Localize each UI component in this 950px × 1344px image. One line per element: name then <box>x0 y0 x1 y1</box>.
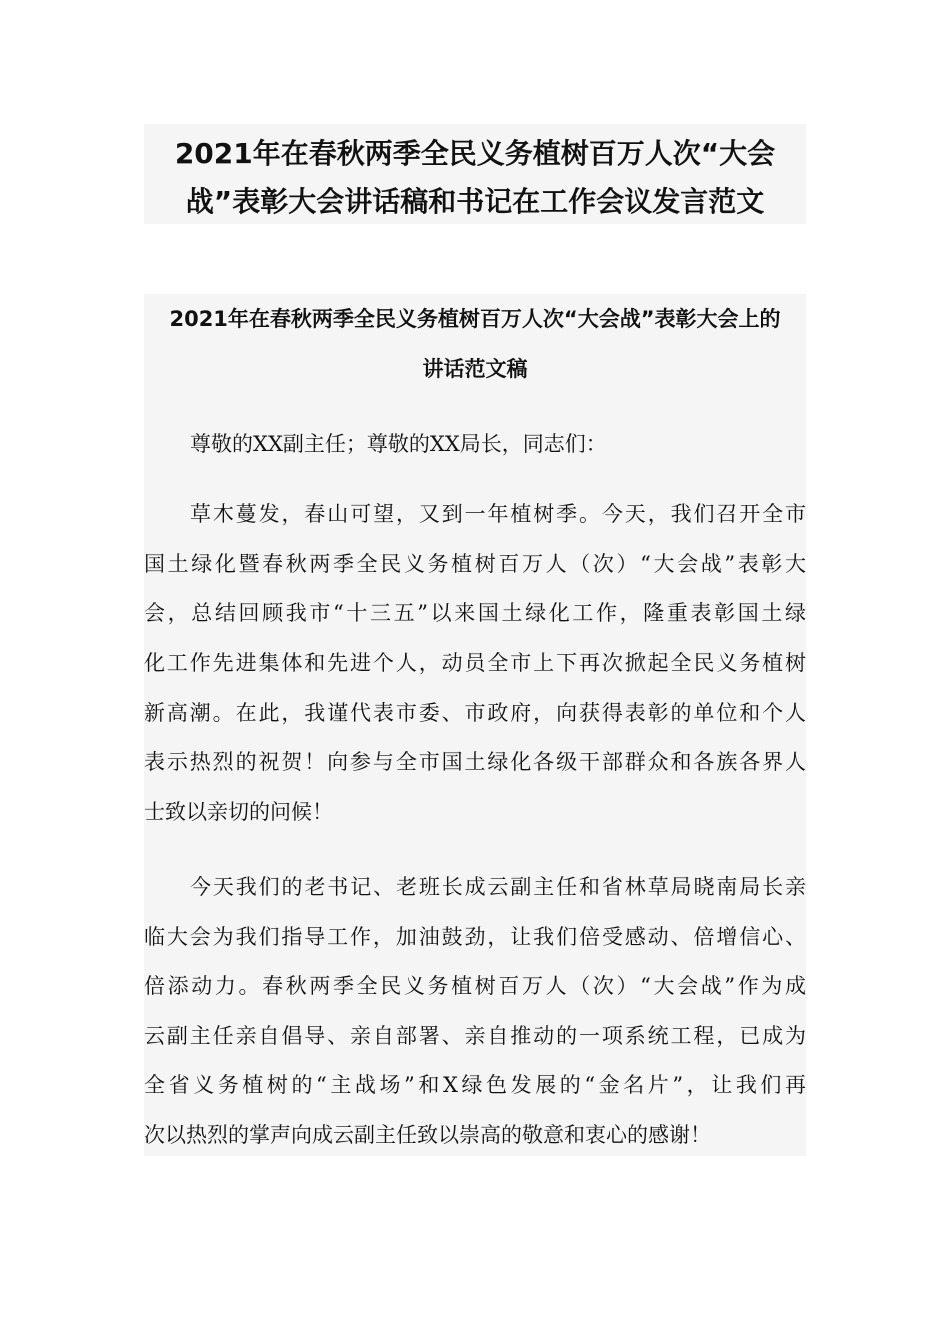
paragraph-line: 次以热烈的掌声向成云副主任致以崇高的敬意和衷心的感谢！ <box>144 1123 711 1147</box>
paragraph-line: 草木蔓发，春山可望，又到一年植树季。今天，我们召开全市 <box>190 502 806 526</box>
main-title-line: 战”表彰大会讲话稿和书记在工作会议发言范文 <box>185 185 765 218</box>
paragraph-line: 新高潮。在此，我谨代表市委、市政府，向获得表彰的单位和个人 <box>144 701 806 725</box>
paragraph-line: 今天我们的老书记、老班长成云副主任和省林草局晓南局长亲 <box>190 875 806 899</box>
paragraph-line: 云副主任亲自倡导、亲自部署、亲自推动的一项系统工程，已成为 <box>144 1024 806 1048</box>
main-title-line: 2021年在春秋两季全民义务植树百万人次“大会 <box>174 137 776 170</box>
paragraph-line: 化工作先进集体和先进个人，动员全市上下再次掀起全民义务植树 <box>144 651 806 675</box>
paragraph-line: 全省义务植树的“主战场”和X绿色发展的“金名片”，让我们再 <box>144 1073 806 1097</box>
section-title-line: 2021年在春秋两季全民义务植树百万人次“大会战”表彰大会上的 <box>169 307 781 331</box>
paragraph-line: 国土绿化暨春秋两季全民义务植树百万人（次）“大会战”表彰大 <box>144 552 806 576</box>
document-body <box>144 294 806 1156</box>
paragraph-line: 会，总结回顾我市“十三五”以来国土绿化工作，隆重表彰国土绿 <box>144 601 806 625</box>
document-main-title <box>144 124 806 224</box>
paragraph-line: 士致以亲切的问候！ <box>144 800 333 824</box>
paragraph-line: 临大会为我们指导工作，加油鼓劲，让我们倍受感动、倍增信心、 <box>144 925 806 949</box>
section-title-line: 讲话范文稿 <box>422 357 528 381</box>
paragraph-line: 倍添动力。春秋两季全民义务植树百万人（次）“大会战”作为成 <box>144 974 806 998</box>
paragraph-line: 表示热烈的祝贺！向参与全市国土绿化各级干部群众和各族各界人 <box>144 750 806 774</box>
salutation: 尊敬的XX副主任；尊敬的XX局长，同志们： <box>190 432 607 456</box>
